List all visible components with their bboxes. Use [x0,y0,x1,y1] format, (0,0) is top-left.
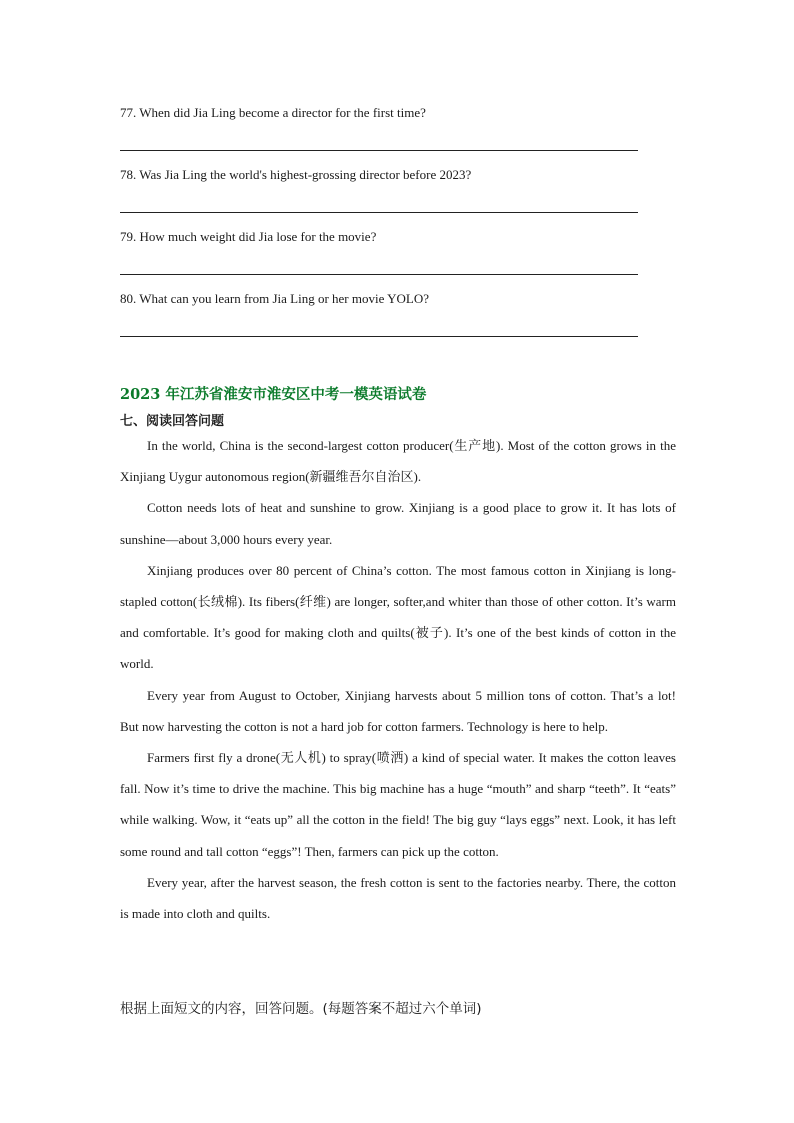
passage-paragraph: Farmers first fly a drone(无人机) to spray(喷洒) a kind of special water. It makes the cotton leaves fall. Now it’s time to drive the machine. This big machine has a huge “mouth” and sharp “teeth”. It “eats” while walking. Wow, it “eats up” all the cotton in the field! The big guy “lays eggs” next. Look, it has left some round and tall cotton “eggs”! Then, farmers can pick up the cotton. [120,750,676,859]
answer-line-80[interactable] [120,336,638,337]
section-heading: 七、阅读回答问题 [120,414,225,429]
answer-line-79[interactable] [120,274,638,275]
passage-paragraph: Xinjiang produces over 80 percent of China’s cotton. The most famous cotton in Xinjiang is long-stapled cotton(长绒棉). Its fibers(纤维) are longer, softer,and whiter than those of other cotton. It’s warm and comfortable. It’s good for making cloth and quilts(被子). It’s one of the best kinds of cotton in the world. [120,562,676,672]
question-77: 77. When did Jia Ling become a director for the first time? [120,105,426,120]
passage-paragraph: Every year from August to October, Xinjiang harvests about 5 million tons of cotton. That’s a lot! But now harvesting the cotton is not a hard job for cotton farmers. Technology is here to help. [120,687,676,734]
question-79: 79. How much weight did Jia lose for the movie? [120,229,377,244]
passage-paragraph: In the world, China is the second-largest cotton producer(生产地). Most of the cotton grows in the Xinjiang Uygur autonomous region(新疆维吾尔自治区). [120,438,676,485]
reading-passage [120,430,676,929]
answer-line-77[interactable] [120,150,638,151]
answer-instructions: 根据上面短文的内容，回答问题。(每题答案不超过六个单词) [120,1001,482,1017]
question-80: 80. What can you learn from Jia Ling or her movie YOLO? [120,291,430,306]
answer-line-78[interactable] [120,212,638,213]
passage-paragraph: Cotton needs lots of heat and sunshine to grow. Xinjiang is a good place to grow it. It has lots of sunshine—about 3,000 hours every year. [120,500,676,547]
exam-title: 2023 年江苏省淮安市淮安区中考一模英语试卷 [120,386,427,403]
question-78: 78. Was Jia Ling the world's highest-grossing director before 2023? [120,167,472,182]
passage-paragraph: Every year, after the harvest season, the fresh cotton is sent to the factories nearby. There, the cotton is made into cloth and quilts. [120,874,676,922]
